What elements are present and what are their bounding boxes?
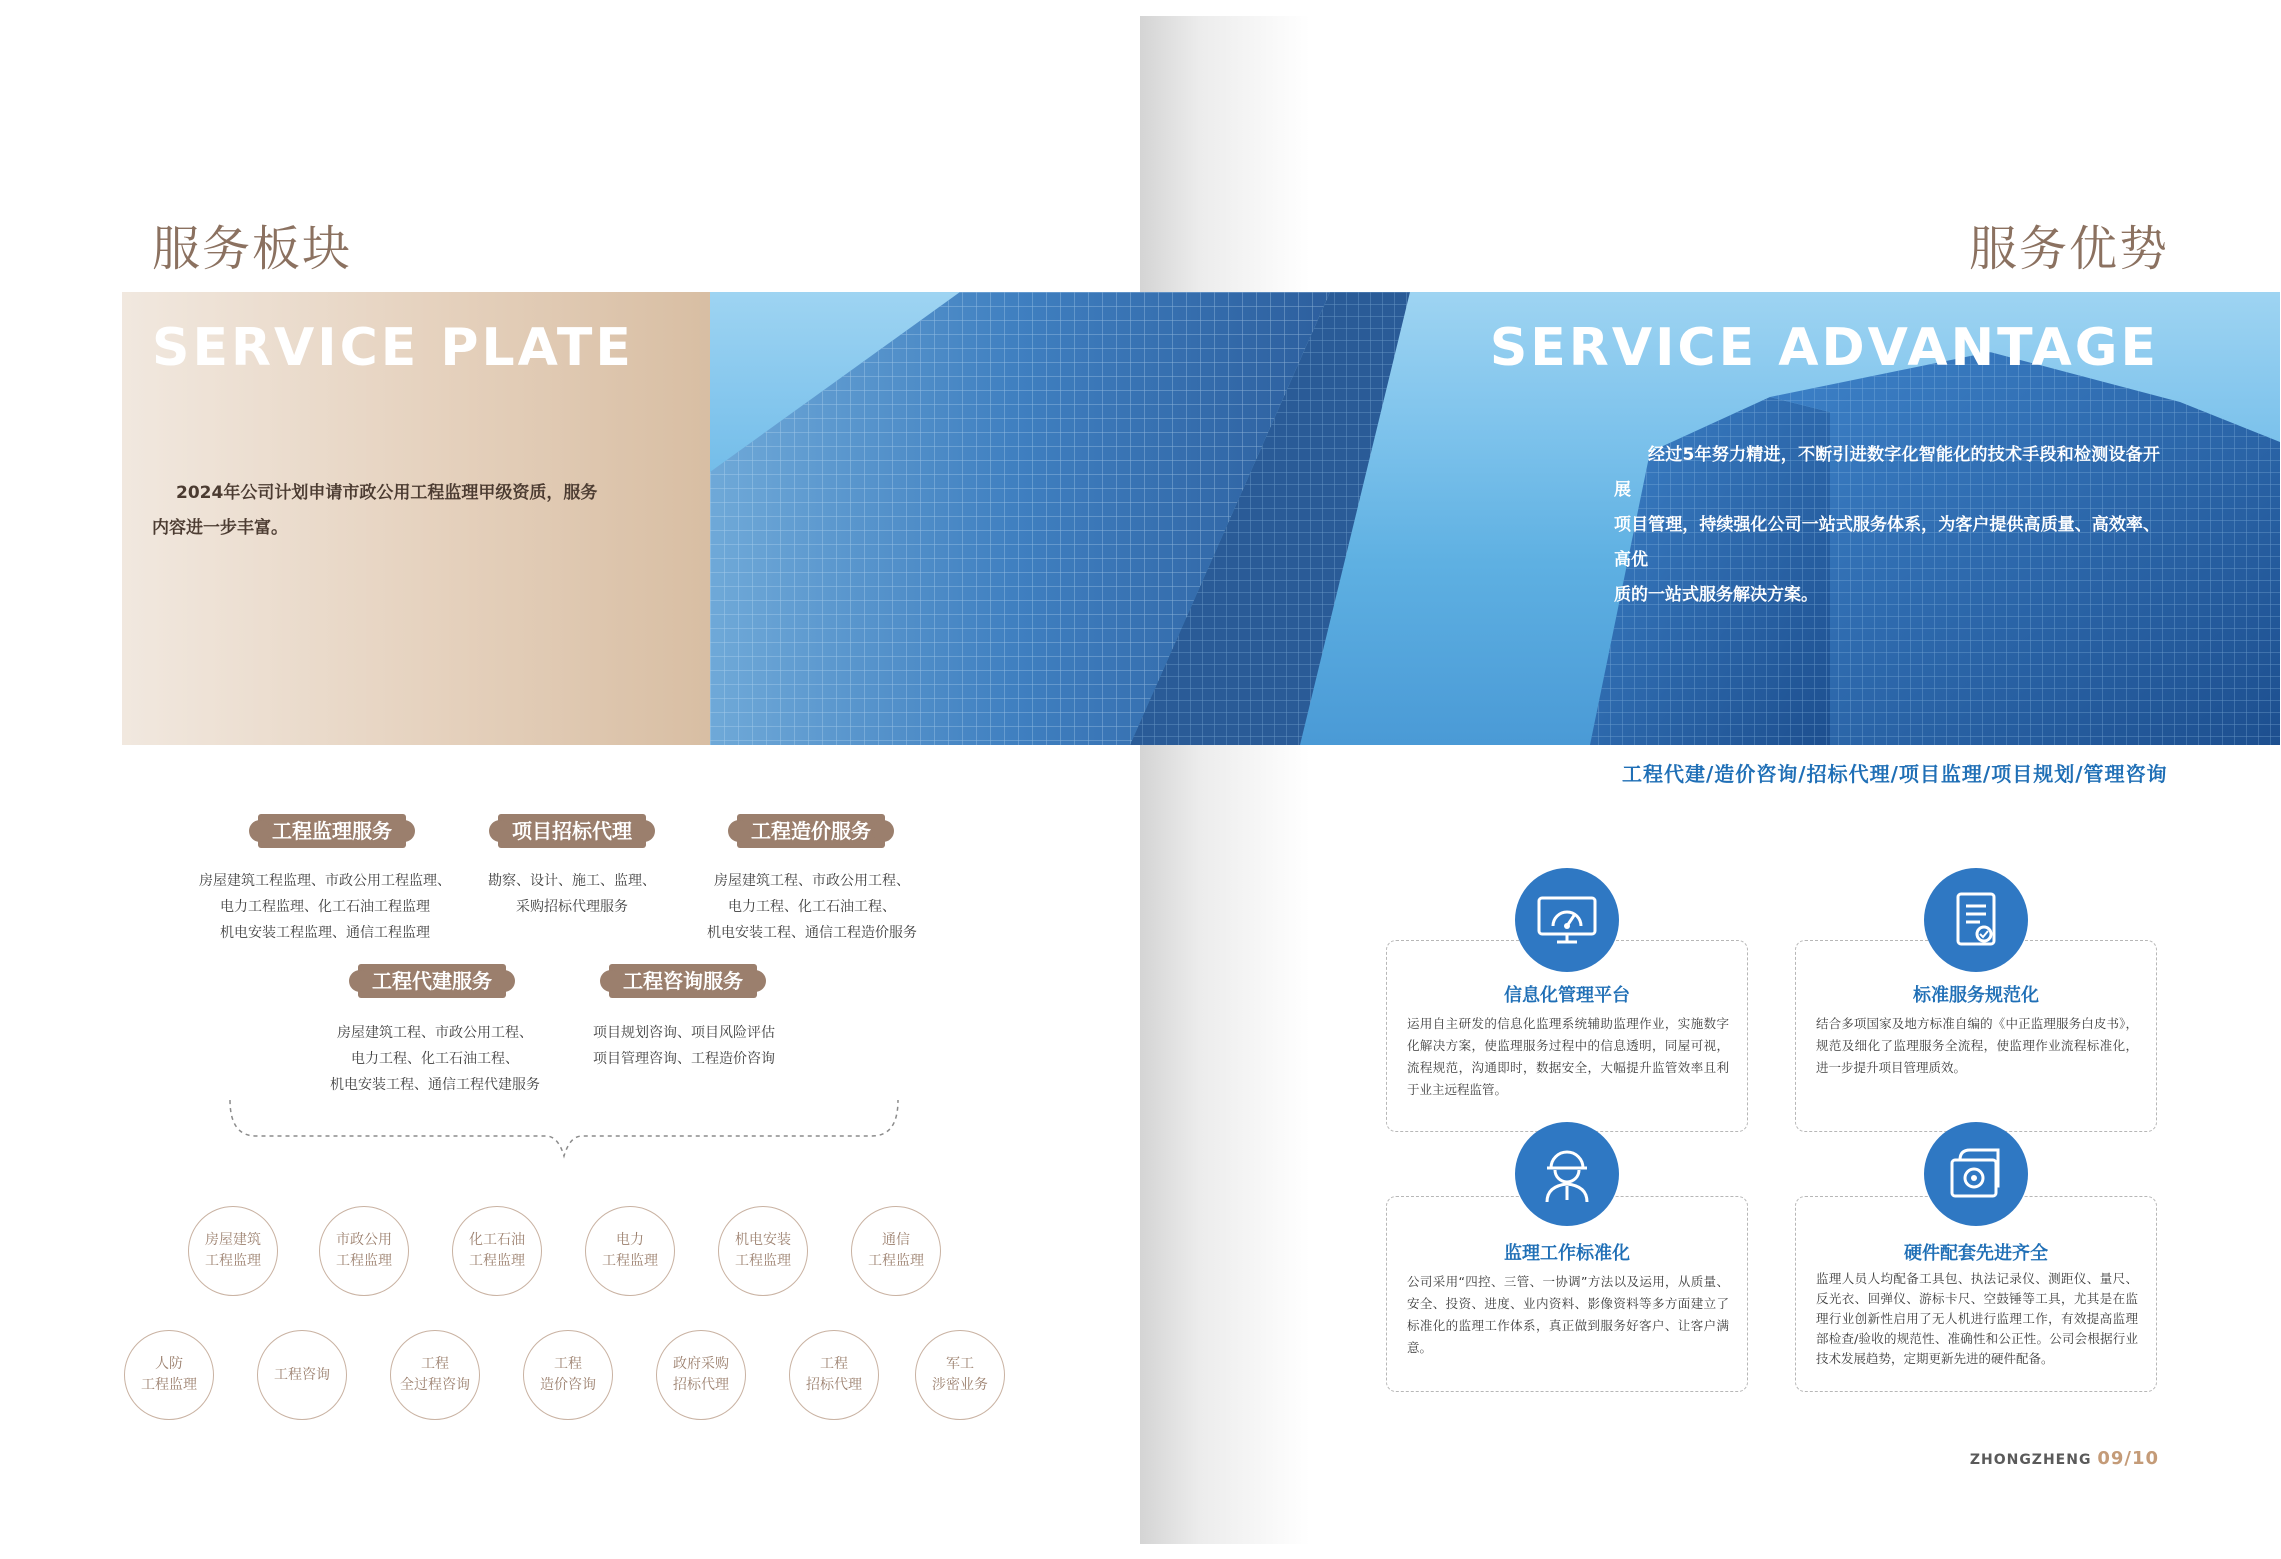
card-title: 监理工作标准化 xyxy=(1504,1243,1630,1264)
service-pill-tender: 项目招标代理 xyxy=(498,814,646,848)
card-body: 公司采用“四控、三管、一协调”方法以及运用，从质量、安全、投资、进度、业内资料、影像资料等多方面建立了标准化的监理工作体系，真正做到服务好客户、让客户满意。 xyxy=(1407,1274,1729,1355)
circle-municipal-supervision: 市政公用 工程监理 xyxy=(319,1206,409,1296)
book-spine-shadow xyxy=(1140,16,1310,1544)
card-title: 硬件配套先进齐全 xyxy=(1904,1243,2048,1264)
monitor-gauge-icon xyxy=(1515,868,1619,972)
page-footer xyxy=(1970,1448,2159,1469)
circle-government-procurement: 政府采购 招标代理 xyxy=(656,1330,746,1420)
right-intro-line-3: 质的一站式服务解决方案。 xyxy=(1614,585,1818,605)
service-desc-tender: 勘察、设计、施工、监理、 采购招标代理服务 xyxy=(488,873,656,915)
card-body: 运用自主研发的信息化监理系统辅助监理作业，实施数字化解决方案，使监理服务过程中的信息透明，同屋可视，流程规范，沟通即时，数据安全，大幅提升监管效率且利于业主远程监管。 xyxy=(1407,1016,1729,1097)
service-pill-cost: 工程造价服务 xyxy=(737,814,885,848)
footer-brand: ZHONGZHENG xyxy=(1969,1452,2092,1468)
card-title: 信息化管理平台 xyxy=(1504,985,1630,1006)
left-intro-line-2: 内容进一步丰富。 xyxy=(152,518,288,538)
right-intro-line-2: 项目管理，持续强化公司一站式服务体系，为客户提供高质量、高效率、高优 xyxy=(1614,515,2160,570)
service-desc-consulting: 项目规划咨询、项目风险评估 项目管理咨询、工程造价咨询 xyxy=(593,1025,775,1067)
service-pill-supervision: 工程监理服务 xyxy=(258,814,406,848)
circle-civil-defense: 人防 工程监理 xyxy=(124,1330,214,1420)
grouping-brace xyxy=(228,1098,900,1162)
equipment-icon xyxy=(1924,1122,2028,1226)
left-intro-line-1: 2024年公司计划申请市政公用工程监理甲级资质，服务 xyxy=(176,483,598,503)
service-desc-construction: 房屋建筑工程、市政公用工程、 电力工程、化工石油工程、 机电安装工程、通信工程代建服务 xyxy=(330,1025,540,1093)
circle-housing-supervision: 房屋建筑 工程监理 xyxy=(188,1206,278,1296)
circle-telecom-supervision: 通信 工程监理 xyxy=(851,1206,941,1296)
card-title: 标准服务规范化 xyxy=(1913,985,2039,1006)
circle-power-supervision: 电力 工程监理 xyxy=(585,1206,675,1296)
card-body: 结合多项国家及地方标准自编的《中正监理服务白皮书》，规范及细化了监理服务全流程，使监理作业流程标准化，进一步提升项目管理质效。 xyxy=(1816,1016,2138,1075)
right-intro-line-1: 经过5年努力精进，不断引进数字化智能化的技术手段和检测设备开展 xyxy=(1614,445,2160,500)
circle-electromech-supervision: 机电安装 工程监理 xyxy=(718,1206,808,1296)
service-desc-supervision: 房屋建筑工程监理、市政公用工程监理、 电力工程监理、化工石油工程监理 机电安装工程监理、通信工程监理 xyxy=(199,873,451,941)
service-tagline: 工程代建/造价咨询/招标代理/项目监理/项目规划/管理咨询 xyxy=(1622,762,2168,786)
left-banner-en-title: SERVICE PLATE xyxy=(152,318,634,378)
right-banner-en-title: SERVICE ADVANTAGE xyxy=(1489,318,2159,378)
circle-military-classified: 军工 涉密业务 xyxy=(915,1330,1005,1420)
circle-tender-agency: 工程 招标代理 xyxy=(789,1330,879,1420)
circle-chemical-supervision: 化工石油 工程监理 xyxy=(452,1206,542,1296)
circle-full-process-consulting: 工程 全过程咨询 xyxy=(390,1330,480,1420)
service-desc-cost: 房屋建筑工程、市政公用工程、 电力工程、化工石油工程、 机电安装工程、通信工程造价服务 xyxy=(707,873,917,941)
circle-engineering-consulting: 工程咨询 xyxy=(257,1330,347,1420)
engineer-helmet-icon xyxy=(1515,1122,1619,1226)
right-page-title: 服务优势 xyxy=(1968,221,2169,277)
card-body: 监理人员人均配备工具包、执法记录仪、测距仪、量尺、反光衣、回弹仪、游标卡尺、空鼓锤等工具，尤其是在监理行业创新性启用了无人机进行监理工作，有效提高监理部检查/验收的规范性、准确性和公正性。公司会根据行业技术发展趋势，定期更新先进的硬件配备。 xyxy=(1816,1271,2138,1366)
right-banner-intro xyxy=(1614,438,2160,613)
left-page-title: 服务板块 xyxy=(152,221,353,277)
service-pill-construction: 工程代建服务 xyxy=(358,964,506,998)
document-scroll-icon xyxy=(1924,868,2028,972)
circle-cost-consulting: 工程 造价咨询 xyxy=(523,1330,613,1420)
service-pill-consulting: 工程咨询服务 xyxy=(609,964,757,998)
page-number: 09/10 xyxy=(2097,1448,2159,1469)
left-banner-intro xyxy=(152,476,612,546)
